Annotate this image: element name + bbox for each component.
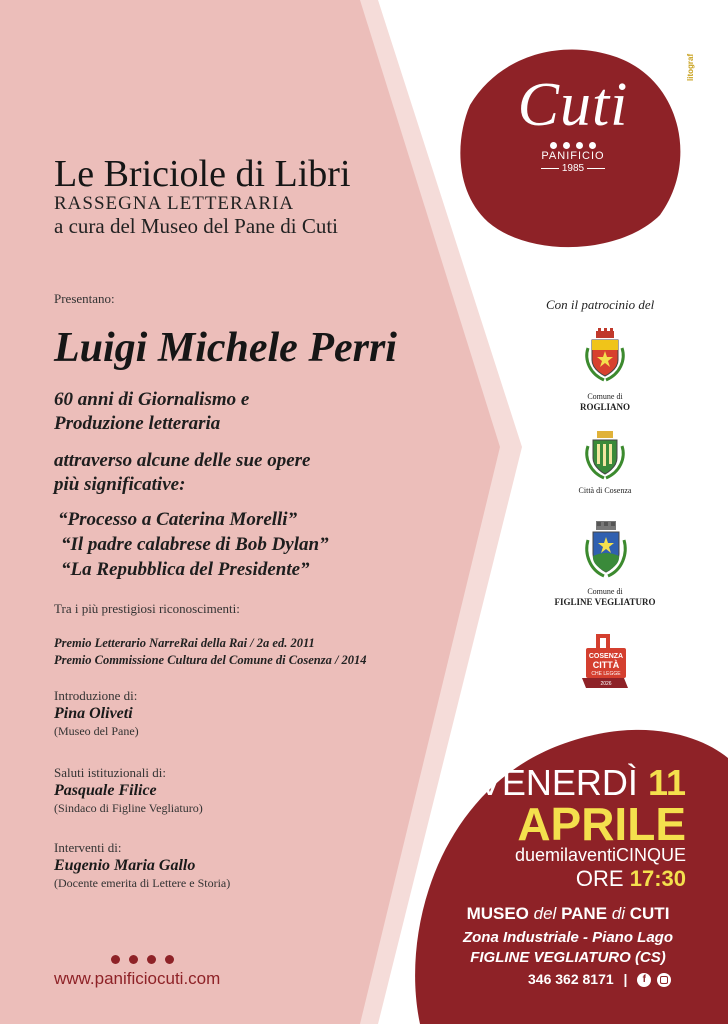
event-month: APRILE [517,798,686,850]
svg-text:CITTÀ: CITTÀ [592,660,620,670]
instagram-icon[interactable] [657,973,671,987]
logo-dots [478,136,668,148]
awards-label: Tra i più prestigiosi riconoscimenti: [54,601,240,616]
speaker-talk [54,840,230,891]
time-value: 17:30 [629,866,686,891]
facebook-icon[interactable]: f [637,973,651,987]
speaker-role: (Sindaco di Figline Vegliaturo) [54,801,203,815]
event-date-line [478,764,686,802]
separator: | [623,971,628,987]
printer-mark [683,48,697,82]
event-series-subtitle: RASSEGNA LETTERARIA [54,193,295,214]
panificio-cuti-logo [478,70,668,174]
award-item: Premio Commissione Cultura del Comune di Cosenza / 2014 [54,653,367,667]
citta-che-legge-logo [578,632,634,694]
speaker-label: Introduzione di: [54,688,138,703]
rogliano-label: Comune di ROGLIANO [579,392,630,412]
description-line: più significative: [54,474,186,495]
tagline-line: 60 anni di Giornalismo e [54,389,250,410]
website-link[interactable]: www.panificiocuti.com [54,969,221,988]
speaker-role: (Museo del Pane) [54,724,139,738]
venue-zone: Zona Industriale - Piano Lago [462,929,673,946]
tagline-line: Produzione letteraria [54,413,221,434]
speaker-name: Eugenio Maria Gallo [54,857,196,874]
event-day: 11 [647,762,686,803]
speaker-greetings [54,765,203,816]
work-title: “La Repubblica del Presidente” [61,559,310,580]
venue-town: FIGLINE VEGLIATURO (CS) [470,949,666,966]
cosenza-label: Città di Cosenza [578,486,632,495]
speaker-name: Pasquale Filice [54,782,157,799]
speaker-name: Pina Oliveti [54,705,133,722]
speaker-label: Saluti istituzionali di: [54,765,166,780]
event-series-title: Le Briciole di Libri [54,153,351,195]
figline-label: Comune di FIGLINE VEGLIATURO [554,587,656,607]
time-label: ORE [575,866,624,891]
work-title: “Processo a Caterina Morelli” [58,509,298,530]
curator-line: a cura del Museo del Pane di Cuti [54,214,339,238]
speaker-intro [54,688,139,739]
speaker-label: Interventi di: [54,840,122,855]
author-name: Luigi Michele Perri [54,325,397,371]
awards-list [54,635,367,669]
svg-text:litograf: litograf [686,53,695,81]
award-item: Premio Letterario NarreRai della Rai / 2a ed. 2011 [54,636,315,650]
description [54,449,310,497]
description-line: attraverso alcune delle sue opere [54,450,311,471]
svg-text:2026: 2026 [600,681,612,687]
event-year: duemilaventiCINQUE [514,845,686,865]
contact-line [528,971,671,987]
cosenza-crest-icon [580,430,630,482]
works-list [58,507,329,582]
svg-text:CHE LEGGE: CHE LEGGE [591,671,621,677]
logo-sub: PANIFICIO [541,150,605,162]
event-weekday: VENERDÌ [477,762,638,803]
figline-crest-icon [582,520,630,582]
venue-name: MUSEO del PANE di CUTI [466,904,670,923]
speaker-role: (Docente emerita di Lettere e Storia) [54,876,231,890]
svg-text:COSENZA: COSENZA [588,653,624,660]
phone-number[interactable]: 346 362 8171 [528,971,614,987]
tagline [54,388,249,436]
rogliano-crest-icon [582,328,628,386]
patronage-label: Con il patrocinio del [546,297,655,312]
decorative-dots [111,951,183,969]
logo-year: 1985 [478,163,668,174]
logo-brand: Cuti [517,71,629,139]
event-time [576,866,686,892]
work-title: “Il padre calabrese di Bob Dylan” [61,534,329,555]
presenter-label: Presentano: [54,291,115,306]
